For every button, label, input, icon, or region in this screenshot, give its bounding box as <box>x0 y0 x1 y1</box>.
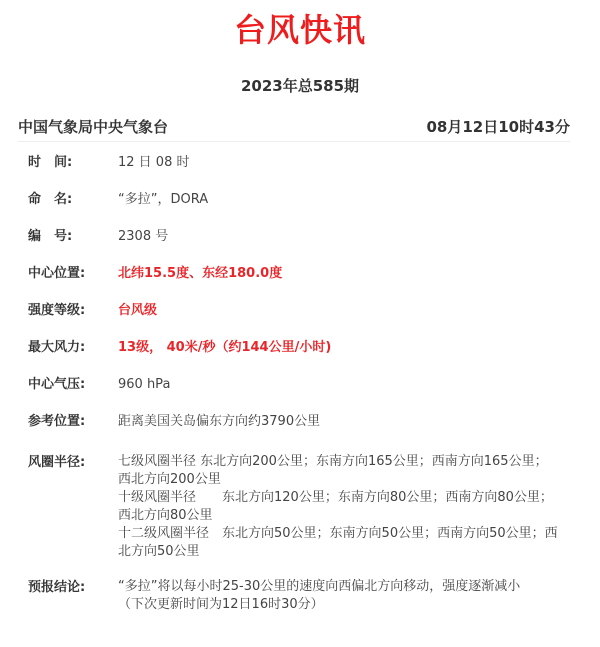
field-value: 960 hPa <box>118 377 171 392</box>
forecast-text: “多拉”将以每小时25-30公里的速度向西偏北方向移动，强度逐渐减小 <box>118 579 521 594</box>
field-max-wind <box>0 338 600 375</box>
wind-radius-value <box>118 453 558 561</box>
field-label: 强度等级: <box>28 303 86 318</box>
field-intensity-level <box>0 301 600 338</box>
field-reference-position <box>0 412 600 453</box>
field-label: 中心位置: <box>28 266 86 281</box>
field-number <box>0 227 600 264</box>
field-label: 命 名: <box>28 192 73 207</box>
field-label: 风圈半径: <box>28 455 86 470</box>
field-value: 12 日 08 时 <box>118 155 190 170</box>
field-value: 距离美国关岛偏东方向约3790公里 <box>118 414 321 429</box>
agency-name: 中国气象局中央气象台 <box>18 118 169 136</box>
wind-radius-level-7: 七级风圈半径 东北方向200公里；东南方向165公里；西南方向165公里；西北方向200公里 <box>118 454 548 487</box>
field-center-pressure <box>0 375 600 412</box>
field-label: 预报结论: <box>28 580 86 595</box>
field-value: “多拉”，DORA <box>118 192 209 207</box>
field-label: 最大风力: <box>28 340 86 355</box>
issue-number: 2023年总585期 <box>240 77 360 95</box>
next-update-note: （下次更新时间为12日16时30分） <box>118 597 324 612</box>
field-value: 2308 号 <box>118 229 169 244</box>
typhoon-info-list <box>0 153 600 631</box>
report-header <box>18 116 570 138</box>
forecast-value <box>118 578 558 614</box>
field-label: 时 间: <box>28 155 73 170</box>
field-label: 编 号: <box>28 229 73 244</box>
report-timestamp: 08月12日10时43分 <box>426 118 570 136</box>
field-value: 北纬15.5度、东经180.0度 <box>118 266 283 281</box>
field-wind-radius <box>0 453 600 561</box>
wind-radius-level-12: 十二级风圈半径 东北方向50公里；东南方向50公里；西南方向50公里；西北方向50公里 <box>118 526 558 559</box>
field-center-position <box>0 264 600 301</box>
page-title: 台风快讯 <box>233 11 366 49</box>
field-value: 13级， 40米/秒（约144公里/小时) <box>118 340 332 355</box>
field-name <box>0 190 600 227</box>
field-value: 台风级 <box>118 303 158 318</box>
field-label: 中心气压: <box>28 377 86 392</box>
wind-radius-level-10: 十级风圈半径 东北方向120公里；东南方向80公里；西南方向80公里；西北方向80公里 <box>118 490 553 523</box>
field-time <box>0 153 600 190</box>
header-divider <box>18 141 570 142</box>
field-label: 参考位置: <box>28 414 86 429</box>
field-forecast <box>0 578 600 614</box>
